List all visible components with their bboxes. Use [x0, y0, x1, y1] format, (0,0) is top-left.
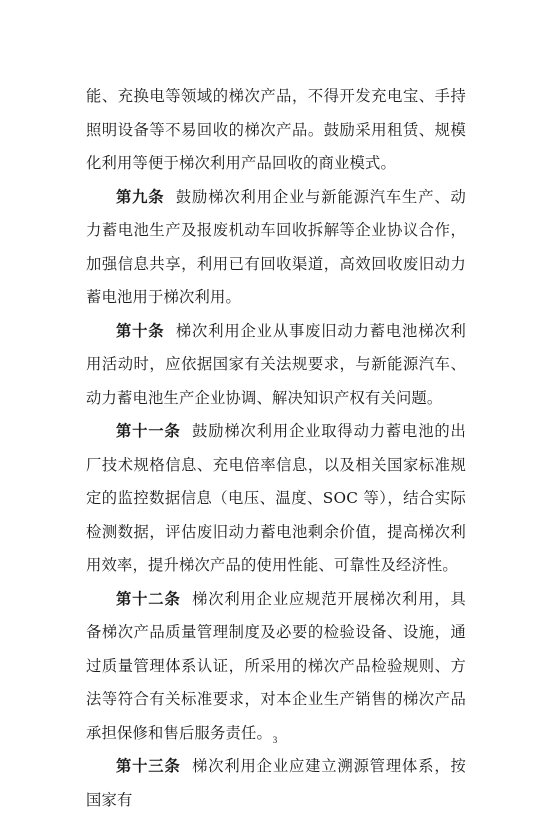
article-label: 第十条	[116, 321, 165, 340]
paragraph-continuation	[86, 80, 466, 181]
article-text: 梯次利用企业从事废旧动力蓄电池梯次利用活动时，应依据国家有关法规要求，与新能源汽车、动力蓄电池生产企业协调、解决知识产权有关问题。	[86, 321, 466, 407]
article-13	[86, 750, 466, 817]
article-text: 梯次利用企业应建立溯源管理体系，按国家有	[86, 757, 466, 809]
article-label: 第九条	[116, 187, 165, 206]
article-10	[86, 315, 466, 416]
article-text: 梯次利用企业应规范开展梯次利用，具备梯次产品质量管理制度及必要的检验设备、设施，通过质量管理体系认证，所采用的梯次产品检验规则、方法等符合有关标准要求，对本企业生产销售的梯次产品承担保修和售后服务责任。	[86, 589, 466, 742]
article-label: 第十三条	[116, 757, 181, 775]
article-label: 第十二条	[116, 589, 181, 608]
article-11	[86, 415, 466, 583]
article-text: 鼓励梯次利用企业与新能源汽车生产、动力蓄电池生产及报废机动车回收拆解等企业协议合作，加强信息共享，利用已有回收渠道，高效回收废旧动力蓄电池用于梯次利用。	[86, 187, 466, 306]
article-text: 鼓励梯次利用企业取得动力蓄电池的出厂技术规格信息、充电倍率信息，以及相关国家标准规定的监控数据信息（电压、温度、SOC 等），结合实际检测数据，评估废旧动力蓄电池剩余价值，提高梯次利用效率，提升梯次产品的使用性能、可靠性及经济性。	[86, 422, 466, 574]
article-9	[86, 181, 466, 315]
paragraph-text: 能、充换电等领域的梯次产品，不得开发充电宝、手持照明设备等不易回收的梯次产品。鼓励采用租赁、规模化利用等便于梯次利用产品回收的商业模式。	[86, 87, 466, 172]
document-body	[86, 80, 466, 817]
article-12	[86, 583, 466, 751]
article-label: 第十一条	[116, 422, 181, 440]
page-number: 3	[272, 735, 278, 745]
